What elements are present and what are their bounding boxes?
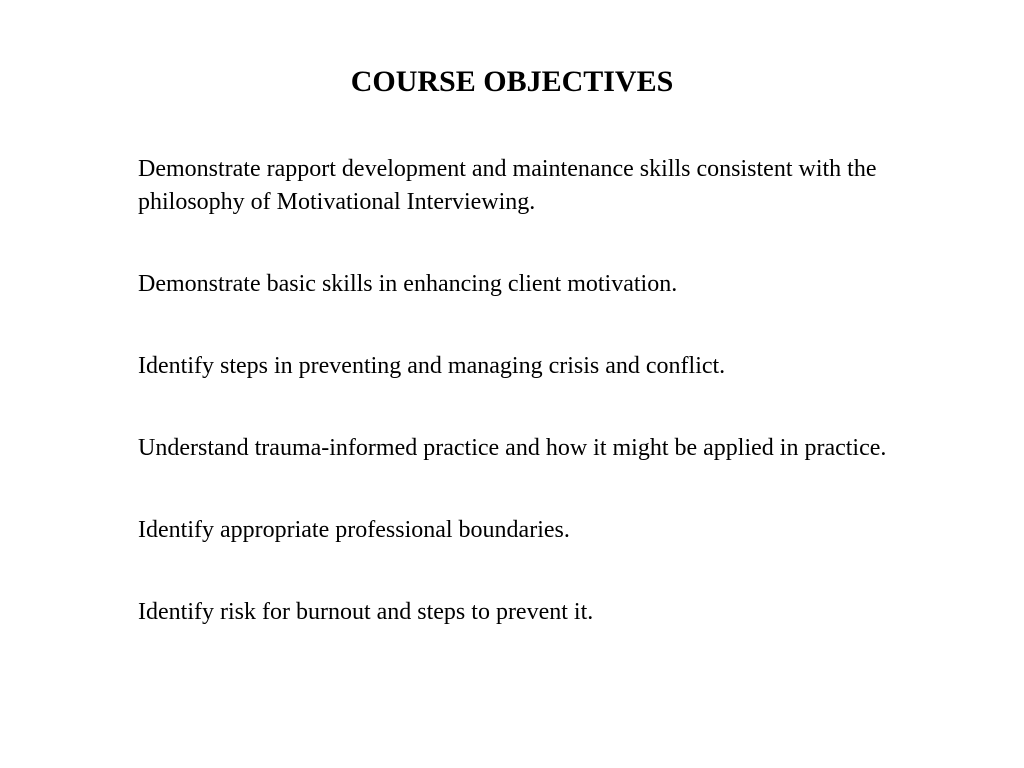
objective-item: Demonstrate rapport development and maintenance skills consistent with the philosophy of Motivational Interviewing. [138,156,877,215]
objective-item: Identify risk for burnout and steps to prevent it. [138,599,594,625]
objectives-list [138,153,908,629]
slide-title: COURSE OBJECTIVES [350,65,674,98]
objective-item: Understand trauma-informed practice and how it might be applied in practice. [138,435,887,461]
objective-item: Demonstrate basic skills in enhancing client motivation. [138,271,678,297]
objective-item: Identify steps in preventing and managing crisis and conflict. [138,353,726,379]
objective-item: Identify appropriate professional boundaries. [138,517,570,543]
